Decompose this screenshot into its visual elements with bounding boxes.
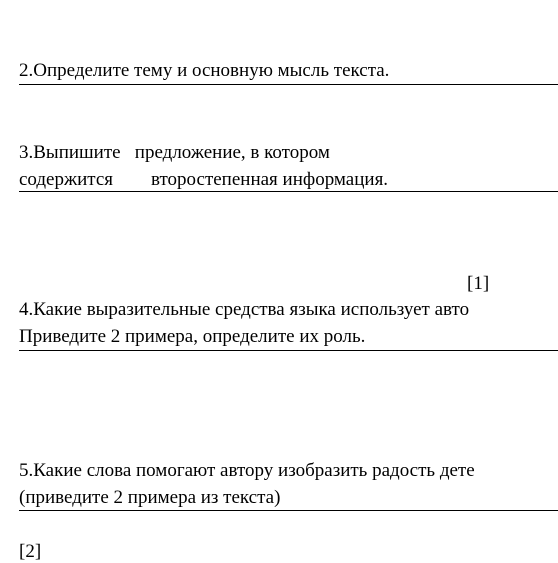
question-3-text-line-1: 3.Выпишите предложение, в котором [19,142,330,163]
question-5-text-line-1: 5.Какие слова помогают автору изобразить радость дете [19,460,475,481]
question-5-text-line-2: (приведите 2 примера из текста) [19,487,281,508]
question-4-underline [19,350,558,351]
question-5-underline [19,510,558,511]
question-4-score: [1] [467,273,490,294]
question-2-text: 2.Определите тему и основную мысль текста. [19,60,390,81]
question-4-text-line-2: Приведите 2 примера, определите их роль. [19,326,366,347]
question-5-score: [2] [19,541,42,562]
question-4-text-line-1: 4.Какие выразительные средства языка использует авто [19,299,470,320]
question-3-underline [19,191,558,192]
question-3-text-line-2: содержится второстепенная информация. [19,169,389,190]
question-2-underline [19,84,558,85]
